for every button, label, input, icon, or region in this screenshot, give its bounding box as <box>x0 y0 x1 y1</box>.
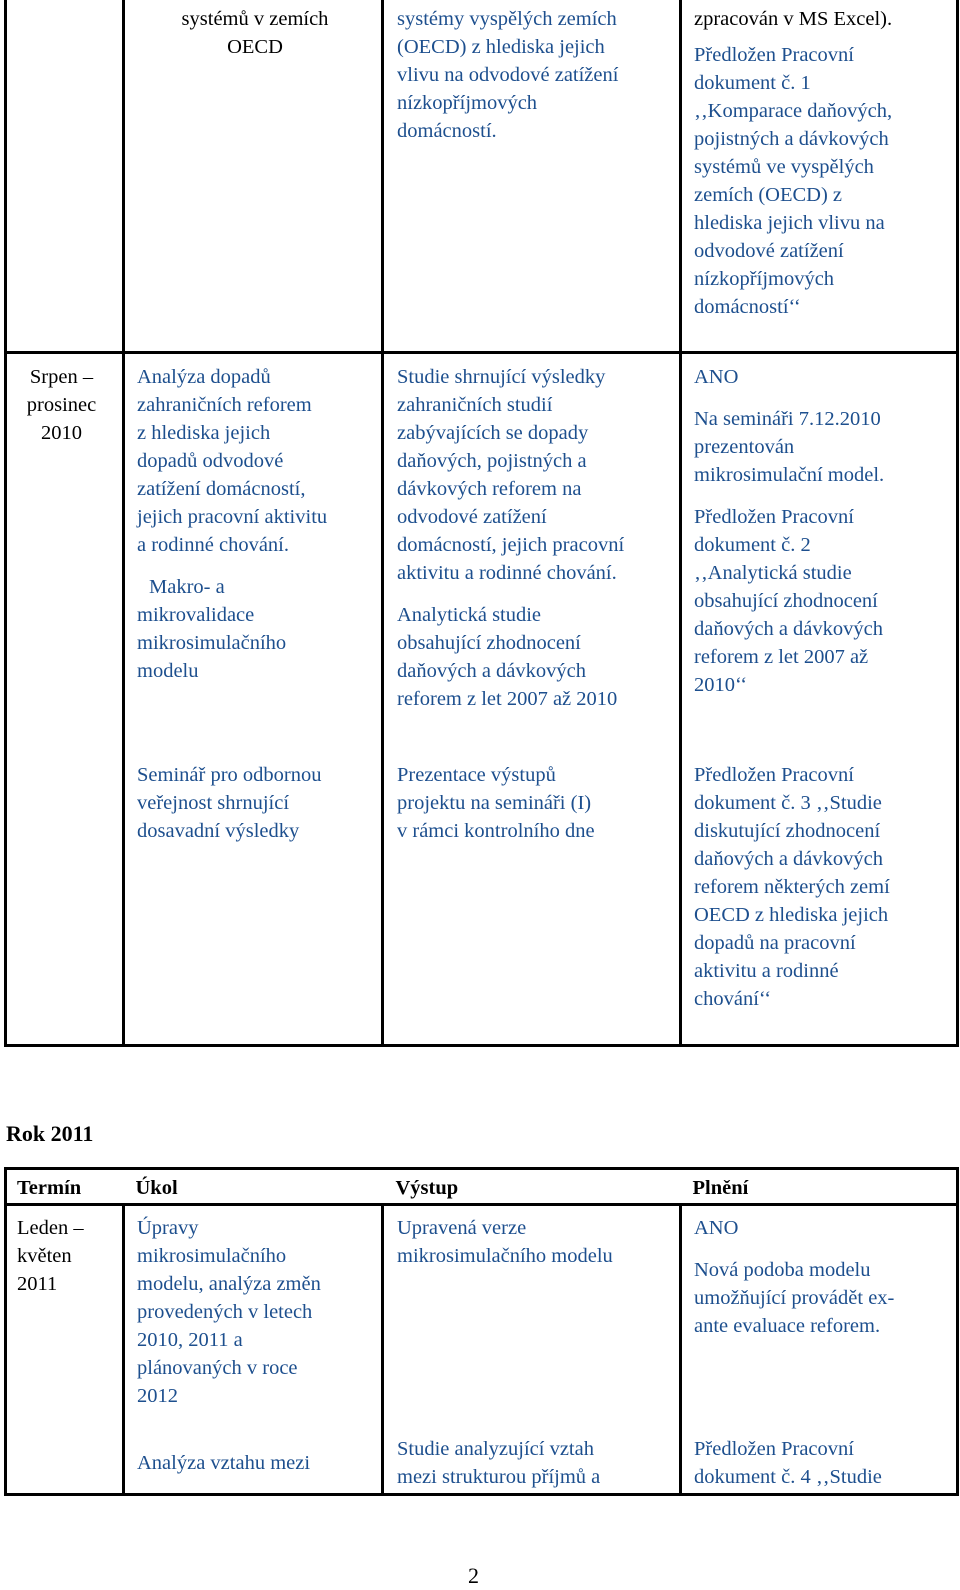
text-line: mikrosimulačního modelu <box>397 1245 613 1267</box>
text-line: daňových a dávkových <box>694 617 883 640</box>
output-cell <box>383 1205 681 1429</box>
text-line: modelu, analýza změn <box>137 1273 321 1295</box>
text-line: Analytická studie <box>397 603 542 626</box>
text-line: Makro- a <box>149 575 225 598</box>
text-line: dokument č. 3 ‚‚Studie <box>694 791 882 814</box>
text-line: OECD z hlediska jejich <box>694 903 889 926</box>
text-line: Studie analyzující vztah <box>397 1437 594 1460</box>
text-line: daňových a dávkových <box>694 847 883 870</box>
text-line: daňových, pojistných a <box>397 449 587 472</box>
text-line: nízkopříjmových <box>397 92 538 114</box>
done-cell <box>681 0 958 352</box>
text-line: ANO <box>694 365 739 388</box>
term-cell <box>6 1205 124 1429</box>
task-cell <box>124 1429 383 1495</box>
text-line: reforem některých zemí <box>694 875 890 898</box>
table-header-row <box>6 1169 958 1205</box>
text-line: vlivu na odvodové zatížení <box>397 64 619 86</box>
text-line: dokument č. 2 <box>694 533 811 556</box>
term-cell <box>6 1429 124 1495</box>
text-line: Na semináři 7.12.2010 <box>694 407 881 430</box>
text-line: dávkových reforem na <box>397 477 582 500</box>
text-line: reforem z let 2007 až <box>694 645 869 668</box>
text-line: mikrosimulačního <box>137 1245 287 1267</box>
text-line: prosinec <box>26 393 97 416</box>
table-2010 <box>4 0 959 1047</box>
text-line: zatížení domácností, <box>137 477 306 500</box>
table-row <box>6 751 958 1046</box>
text-line: prezentován <box>694 435 795 458</box>
text-line: ‚‚Analytická studie <box>694 561 852 584</box>
text-line: Srpen – <box>29 365 94 388</box>
term-cell <box>6 751 124 1046</box>
done-cell <box>681 1429 958 1495</box>
text-line: nízkopříjmových <box>694 268 835 290</box>
table-row <box>6 1205 958 1429</box>
task-cell <box>124 1205 383 1429</box>
text-line: modelu <box>137 659 199 682</box>
text-line: v rámci kontrolního dne <box>397 819 595 842</box>
text-line: Úpravy <box>137 1217 199 1239</box>
text-line: domácností. <box>397 120 497 142</box>
term-cell <box>6 352 124 751</box>
text-line: umožňující provádět ex- <box>694 1287 895 1309</box>
text-line: zabývajících se dopady <box>397 421 589 444</box>
text-line: zahraničních studií <box>397 393 553 416</box>
text-line: květen <box>17 1245 72 1267</box>
text-line: pojistných a dávkových <box>694 128 889 150</box>
task-cell <box>124 352 383 751</box>
text-line: provedených v letech <box>137 1301 313 1323</box>
table-2011 <box>4 1167 959 1496</box>
text-line: (OECD) z hlediska jejich <box>397 36 605 58</box>
column-header-term: Termín <box>6 1169 124 1205</box>
text-line: zemích (OECD) z <box>694 184 842 206</box>
text-line: aktivitu a rodinné chování. <box>397 561 617 584</box>
text-line: Studie shrnující výsledky <box>397 365 606 388</box>
text-line: ANO <box>694 1217 739 1239</box>
text-line: zahraničních reforem <box>137 393 312 416</box>
text-line: dosavadní výsledky <box>137 819 300 842</box>
text-line: mikrovalidace <box>137 603 255 626</box>
column-header-task: Úkol <box>124 1169 383 1205</box>
text-line: Upravená verze <box>397 1217 527 1239</box>
text-line: dokument č. 1 <box>694 72 811 94</box>
text-line: obsahující zhodnocení <box>397 631 581 654</box>
text-line: mikrosimulačního <box>137 631 287 654</box>
term-cell <box>6 0 124 352</box>
text-line: mikrosimulační model. <box>694 463 885 486</box>
text-line: z hlediska jejich <box>137 421 271 444</box>
done-cell <box>681 1205 958 1429</box>
text-line: 2011 <box>17 1273 58 1295</box>
text-line: 2010 <box>41 421 82 444</box>
text-line: 2012 <box>137 1385 178 1407</box>
text-line: domácností‘‘ <box>694 296 801 318</box>
text-line: obsahující zhodnocení <box>694 589 878 612</box>
task-cell <box>124 751 383 1046</box>
task-cell <box>124 0 383 352</box>
text-line: plánovaných v roce <box>137 1357 298 1379</box>
output-cell <box>383 0 681 352</box>
table-row <box>6 0 958 352</box>
text-line: domácností, jejich pracovní <box>397 533 625 556</box>
output-cell <box>383 1429 681 1495</box>
text-line: Analýza dopadů <box>137 365 271 388</box>
text-line: dokument č. 4 ‚‚Studie <box>694 1465 882 1488</box>
text-line: projektu na semináři (I) <box>397 791 592 814</box>
section-heading: Rok 2011 <box>6 1121 94 1146</box>
text-line: systémy vyspělých zemích <box>397 8 617 30</box>
done-cell <box>681 751 958 1046</box>
text-line: 2010‘‘ <box>694 673 748 696</box>
text-line: Prezentace výstupů <box>397 763 556 786</box>
table-row <box>6 1429 958 1495</box>
text-line: Leden – <box>17 1217 84 1239</box>
text-line: chování‘‘ <box>694 987 772 1010</box>
text-line: Předložen Pracovní <box>694 505 854 528</box>
done-cell <box>681 352 958 751</box>
column-header-output: Výstup <box>383 1169 681 1205</box>
text-line: Předložen Pracovní <box>694 44 854 66</box>
output-cell <box>383 352 681 751</box>
text-line: dopadů odvodové <box>137 449 284 472</box>
text-line: OECD <box>227 36 283 58</box>
text-line: Nová podoba modelu <box>694 1259 871 1281</box>
text-line: reforem z let 2007 až 2010 <box>397 687 618 710</box>
table-row <box>6 352 958 751</box>
page-number: 2 <box>468 1563 479 1588</box>
text-line: Předložen Pracovní <box>694 1437 854 1460</box>
text-line: Analýza vztahu mezi <box>137 1451 311 1474</box>
text-line: aktivitu a rodinné <box>694 959 839 982</box>
text-line: diskutující zhodnocení <box>694 819 881 842</box>
text-line: Seminář pro odbornou <box>137 763 322 786</box>
column-header-done: Plnění <box>681 1169 958 1205</box>
text-line: hlediska jejich vlivu na <box>694 212 885 234</box>
text-line: odvodové zatížení <box>694 240 844 262</box>
text-line: daňových a dávkových <box>397 659 586 682</box>
text-line: jejich pracovní aktivitu <box>137 505 328 528</box>
text-line: 2010, 2011 a <box>137 1329 243 1351</box>
text-line: veřejnost shrnující <box>137 791 290 814</box>
text-line: ante evaluace reforem. <box>694 1315 881 1337</box>
text-line: systémů v zemích <box>181 8 329 30</box>
text-line: odvodové zatížení <box>397 505 547 528</box>
text-line: zpracován v MS Excel). <box>694 8 893 30</box>
output-cell <box>383 751 681 1046</box>
text-line: Předložen Pracovní <box>694 763 854 786</box>
text-line: a rodinné chování. <box>137 533 289 556</box>
text-line: ‚‚Komparace daňových, <box>694 100 893 122</box>
text-line: systémů ve vyspělých <box>694 156 874 178</box>
text-line: dopadů na pracovní <box>694 931 856 954</box>
text-line: mezi strukturou příjmů a <box>397 1465 601 1488</box>
